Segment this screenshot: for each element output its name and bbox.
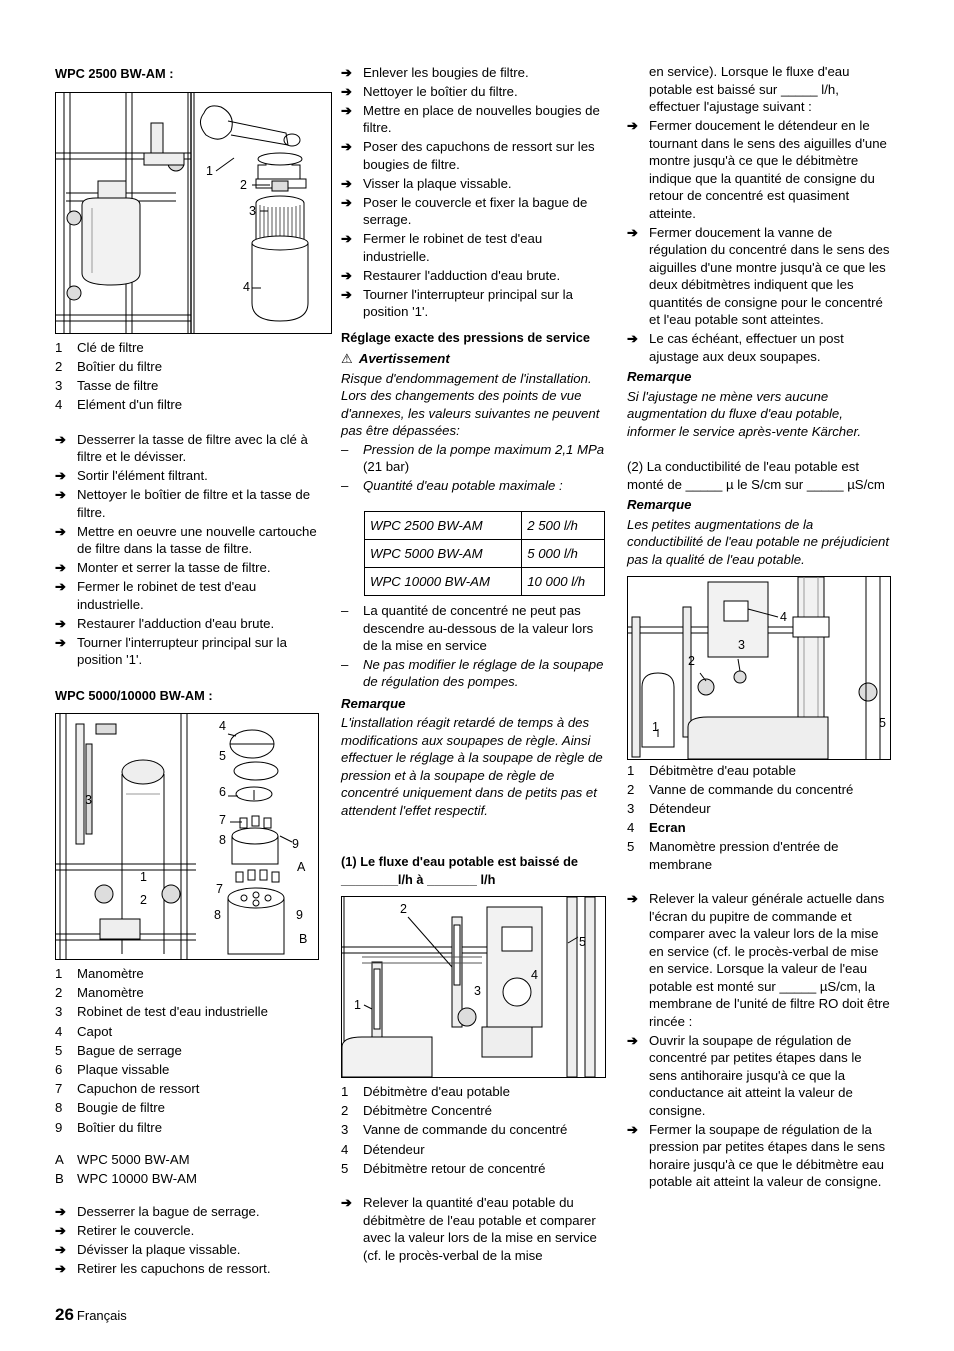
step-item: ➔ Restaurer l'adduction d'eau brute. <box>341 267 561 283</box>
fig3-callout-4: 4 <box>531 968 538 982</box>
fig2-callout-3: 3 <box>85 793 92 808</box>
step-item: ➔ Fermer le robinet de test d'eau industrielle. <box>55 579 257 612</box>
fig1-callout-1: 1 <box>206 163 213 178</box>
legend-wpc2500 <box>55 339 320 414</box>
step-item: ➔ Poser des capuchons de ressort sur les bougies de filtre. <box>341 139 595 172</box>
page-number: 26 <box>55 1305 74 1324</box>
fig4-callout-3: 3 <box>738 638 745 652</box>
legend-item: 2 Vanne de commande du concentré <box>627 781 854 797</box>
steps-wpc2500 <box>55 431 320 669</box>
fig2-callout-6: 6 <box>219 785 226 800</box>
step-item: ➔ Retirer les capuchons de ressort. <box>55 1260 271 1276</box>
legend-wpc5000-10000 <box>55 965 320 1136</box>
step-item: ➔ Ouvrir la soupape de régulation de concentré par petites étapes dans le sens antihoraire jusqu'à ce que la conductance ait atteint la valeur de consigne. <box>627 1032 862 1118</box>
legend-item: 3 Détendeur <box>627 801 711 817</box>
arrow-icon: ➔ <box>627 224 639 240</box>
figure-wpc2500-filter <box>55 92 332 334</box>
heading-flow-decreased: (1) Le fluxe d'eau potable est baissé de ________l/h à _______ l/h <box>341 854 579 887</box>
column-1 <box>55 62 320 1279</box>
arrow-icon: ➔ <box>341 139 353 154</box>
remark-title-1: Remarque <box>627 369 692 384</box>
step-item: ➔ Visser la plaque vissable. <box>341 175 512 191</box>
legend-item: 8 Bougie de filtre <box>55 1100 165 1116</box>
warning-title: ⚠ Avertissement <box>341 351 450 366</box>
arrow-icon: ➔ <box>341 194 353 210</box>
fig4-callout-4: 4 <box>780 610 787 624</box>
fig2-callout-8b: 8 <box>214 908 221 923</box>
steps-replace-candles <box>341 64 606 321</box>
filter-diagram-drawing-2 <box>56 714 318 959</box>
legend-item: 1 Débitmètre d'eau potable <box>627 762 796 778</box>
warning-text: Risque d'endommagement de l'installation. Lors des changements des points de vue d'annexes, les valeurs suivantes ne peuvent pas être dépassées: <box>341 370 600 438</box>
fig2-callout-5: 5 <box>219 749 226 764</box>
arrow-icon: ➔ <box>627 891 639 907</box>
fig2-callout-4: 4 <box>219 719 226 734</box>
step-item: ➔ Desserrer la bague de serrage. <box>55 1203 260 1219</box>
legend-item: 6 Plaque vissable <box>55 1062 170 1077</box>
arrow-icon: ➔ <box>55 615 67 631</box>
arrow-icon: ➔ <box>341 231 353 246</box>
notes-list <box>341 602 606 691</box>
step-item: ➔ Fermer doucement le détendeur en le tournant dans le sens des aiguilles d'une montre jusqu'à ce que le débitmètre indique que la quantité de consigne du retour de concentré est quasiment atteinte. <box>627 118 887 221</box>
conductivity-paragraph: (2) La conductibilité de l'eau potable est monté de _____ µ le S/cm sur _____ µS/cm <box>627 459 885 492</box>
legend-flowmeters <box>341 1083 606 1177</box>
arrow-icon: ➔ <box>55 560 67 576</box>
fig2-callout-7b: 7 <box>216 882 223 897</box>
arrow-icon: ➔ <box>55 468 67 484</box>
limit-item: – Pression de la pompe maximum 2,1 MPa (21 bar) <box>341 441 605 474</box>
arrow-icon: ➔ <box>55 431 67 447</box>
remark-text: L'installation réagit retardé de temps à des modifications aux soupapes de règle. Ainsi effectuer le réglage à la soupape de règle de pression et à la soupape de règle de concentré uniquement dans de petits pas et attendent l'effet respectif. <box>341 715 603 818</box>
page-footer <box>55 1306 127 1325</box>
arrow-icon: ➔ <box>341 64 353 80</box>
steps-read-flow <box>341 1194 606 1264</box>
legend-item: 4 Ecran <box>627 820 686 836</box>
table-row: WPC 10000 BW-AM 10 000 l/h <box>365 568 605 596</box>
legend-item: 2 Débitmètre Concentré <box>341 1103 493 1119</box>
step-item: ➔ Poser le couvercle et fixer la bague de serrage. <box>341 194 588 227</box>
fig4-callout-5: 5 <box>879 716 886 730</box>
heading-wpc5000-10000: WPC 5000/10000 BW-AM : <box>55 687 213 703</box>
fig2-callout-8a: 8 <box>219 833 226 848</box>
legend-models <box>55 1151 320 1188</box>
steps-adjust <box>627 117 892 365</box>
step-item: ➔ Mettre en oeuvre une nouvelle cartouche de filtre dans la tasse de filtre. <box>55 523 317 557</box>
arrow-icon: ➔ <box>55 1241 67 1257</box>
step-item: ➔ Desserrer la tasse de filtre avec la clé à filtre et le dévisser. <box>55 431 308 465</box>
arrow-icon: ➔ <box>55 1260 67 1276</box>
arrow-icon: ➔ <box>55 487 67 503</box>
legend-item: 1 Manomètre <box>55 966 144 982</box>
remark-title-2: Remarque <box>627 497 692 512</box>
steps-conductivity <box>627 890 892 1191</box>
arrow-icon: ➔ <box>341 83 353 99</box>
legend-item: 4 Elément d'un filtre <box>55 397 183 413</box>
fig1-callout-4: 4 <box>243 279 250 294</box>
column-2 <box>341 62 606 1266</box>
arrow-icon: ➔ <box>341 286 353 302</box>
legend-item: 4 Capot <box>55 1023 113 1039</box>
legend-control-panel <box>627 762 892 874</box>
heading-pressure-settings: Réglage exacte des pressions de service <box>341 329 590 345</box>
step-item: ➔ Relever la quantité d'eau potable du débitmètre de l'eau potable et comparer avec la valeur lors de la mise en service (cf. le procès-verbal de la mise <box>341 1195 597 1263</box>
filter-diagram-drawing <box>56 93 331 333</box>
legend-item: 2 Manomètre <box>55 985 144 1001</box>
fig4-callout-1: 1 <box>652 720 659 734</box>
arrow-icon: ➔ <box>341 175 353 191</box>
language-label: Français <box>76 1308 127 1323</box>
arrow-icon: ➔ <box>627 118 639 133</box>
fig2-callout-A: A <box>297 860 306 875</box>
step-item: ➔ Nettoyer le boîtier du filtre. <box>341 83 518 99</box>
fig2-callout-B: B <box>299 932 308 947</box>
fig2-callout-2: 2 <box>140 893 147 908</box>
step-item: ➔ Sortir l'élément filtrant. <box>55 468 208 484</box>
step-item: ➔ Fermer doucement la vanne de régulation du concentré dans le sens des aiguilles d'une montre jusqu'à ce que les deux débitmètres indiquent que les quantités de consigne pour le concentré et l'eau potable sont atteintes. <box>627 224 890 327</box>
remark-title: Remarque <box>341 695 406 711</box>
legend-item: 3 Robinet de test d'eau industrielle <box>55 1004 268 1020</box>
fig3-callout-2: 2 <box>400 902 407 916</box>
step-item: ➔ Tourner l'interrupteur principal sur la position '1'. <box>55 634 287 668</box>
figure-wpc5000-10000-filter <box>55 713 319 960</box>
legend-item: 5 Manomètre pression d'entrée de membrane <box>627 839 839 872</box>
control-panel-diagram-drawing <box>628 577 890 759</box>
legend-item: 9 Boîtier du filtre <box>55 1119 163 1135</box>
fig3-callout-1: 1 <box>354 998 361 1012</box>
note-item: – Ne pas modifier le réglage de la soupape de régulation des pompes. <box>341 656 604 689</box>
table-row: WPC 5000 BW-AM 5 000 l/h <box>365 540 605 568</box>
remark-text-2: Les petites augmentations de la conductibilité de l'eau potable ne préjudicient pas la qualité de l'eau potable. <box>627 516 890 567</box>
figure-control-panel <box>627 576 891 760</box>
legend-item: 4 Détendeur <box>341 1141 425 1157</box>
arrow-icon: ➔ <box>627 1121 639 1137</box>
arrow-icon: ➔ <box>627 331 639 346</box>
steps-wpc5000-10000 <box>55 1203 320 1278</box>
limits-list <box>341 441 606 495</box>
legend-item: 5 Bague de serrage <box>55 1042 182 1058</box>
legend-item: 1 Débitmètre d'eau potable <box>341 1084 510 1099</box>
legend-item: 3 Tasse de filtre <box>55 377 159 393</box>
limit-item: – Quantité d'eau potable maximale : <box>341 477 563 493</box>
step-item: ➔ Relever la valeur générale actuelle dans l'écran du pupitre de commande et comparer avec la valeur lors de la mise en service (cf. le procès-verbal de mise en service. Lorsque la valeur de l'eau potable est monté sur _____ µS/cm, la membrane de l'unité de filtre RO doit être rincée : <box>627 891 890 1029</box>
step-item: ➔ Dévisser la plaque vissable. <box>55 1241 241 1257</box>
step-item: ➔ Fermer le robinet de test d'eau industrielle. <box>341 231 543 264</box>
step-item: ➔ Fermer la soupape de régulation de la pression par petites étapes dans le sens horaire jusqu'à ce que le débitmètre eau potable ait atteint la valeur de consigne. <box>627 1121 886 1190</box>
table-row: WPC 2500 BW-AM 2 500 l/h <box>365 512 605 540</box>
remark-text-1: Si l'ajustage ne mène vers aucune augmentation du fluxe d'eau potable, informer le service après-vente Kärcher. <box>627 388 862 439</box>
arrow-icon: ➔ <box>55 634 67 650</box>
arrow-icon: ➔ <box>341 102 353 118</box>
legend-item: 3 Vanne de commande du concentré <box>341 1122 568 1138</box>
figure-flowmeters <box>341 896 606 1078</box>
legend-item: 2 Boîtier du filtre <box>55 358 163 374</box>
arrow-icon: ➔ <box>341 1195 353 1211</box>
step-item: ➔ Retirer le couvercle. <box>55 1222 195 1238</box>
note-item: – La quantité de concentré ne peut pas descendre au-dessous de la valeur lors de la mise en service <box>341 603 594 653</box>
max-flow-table <box>364 511 605 596</box>
step-item: ➔ Restaurer l'adduction d'eau brute. <box>55 615 275 631</box>
arrow-icon: ➔ <box>55 1203 67 1219</box>
arrow-icon: ➔ <box>55 579 67 595</box>
fig2-callout-1: 1 <box>140 870 147 885</box>
step-item: ➔ Mettre en place de nouvelles bougies de filtre. <box>341 102 600 135</box>
heading-wpc2500: WPC 2500 BW-AM : <box>55 66 174 81</box>
fig2-callout-9b: 9 <box>296 908 303 923</box>
fig2-callout-9a: 9 <box>292 837 299 852</box>
fig1-callout-2: 2 <box>240 177 247 192</box>
fig4-callout-2: 2 <box>688 654 695 668</box>
continued-text: en service). Lorsque le fluxe d'eau potable est baissé sur _____ l/h, effectuer l'ajustage suivant : <box>649 64 850 114</box>
arrow-icon: ➔ <box>627 1032 639 1048</box>
arrow-icon: ➔ <box>55 523 67 539</box>
column-3 <box>627 62 892 1192</box>
fig3-callout-5: 5 <box>579 935 586 949</box>
arrow-icon: ➔ <box>55 1222 67 1238</box>
fig2-callout-7a: 7 <box>219 813 226 828</box>
legend-item: 1 Clé de filtre <box>55 339 144 355</box>
step-item: ➔ Enlever les bougies de filtre. <box>341 64 529 80</box>
fig3-callout-3: 3 <box>474 984 481 998</box>
warning-icon: ⚠ <box>341 351 353 366</box>
legend-item: B WPC 10000 BW-AM <box>55 1171 197 1187</box>
arrow-icon: ➔ <box>341 267 353 283</box>
legend-item: 7 Capuchon de ressort <box>55 1081 200 1097</box>
step-item: ➔ Monter et serrer la tasse de filtre. <box>55 560 271 576</box>
step-item: ➔ Tourner l'interrupteur principal sur la position '1'. <box>341 286 573 319</box>
step-item: ➔ Le cas échéant, effectuer un post ajustage aux deux soupapes. <box>627 331 844 364</box>
legend-item: 5 Débitmètre retour de concentré <box>341 1160 546 1176</box>
step-item: ➔ Nettoyer le boîtier de filtre et la tasse de filtre. <box>55 487 311 520</box>
legend-item: A WPC 5000 BW-AM <box>55 1152 190 1168</box>
fig1-callout-3: 3 <box>249 203 256 218</box>
